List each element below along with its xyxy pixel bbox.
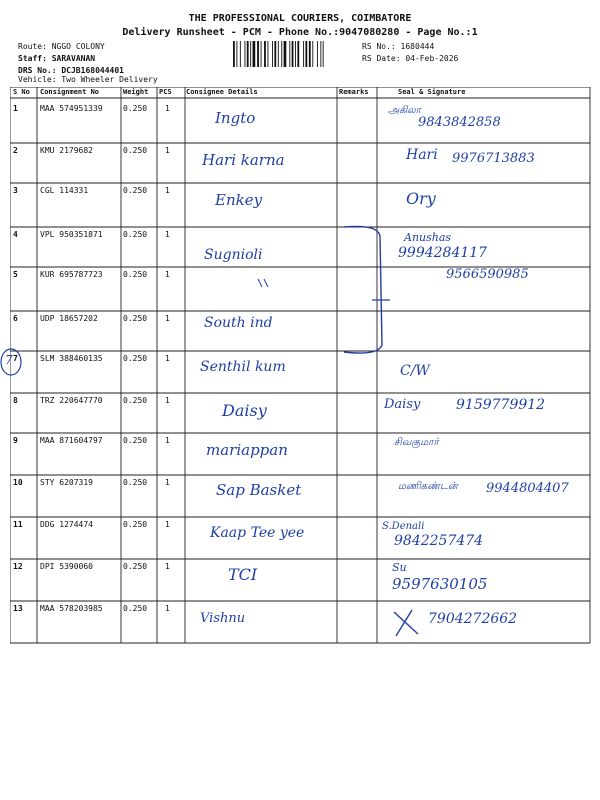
pcs-cell: 1 [165,396,170,405]
consignee-handwriting: Enkey [215,191,263,209]
signer-handwriting: Ory [406,189,436,208]
weight-cell: 0.250 [123,270,148,279]
consignee-handwriting: Daisy [222,401,267,420]
signer-handwriting: அகிலா [388,105,421,116]
consignee-handwriting: mariappan [206,441,288,459]
signer-handwriting: சிவகுமார் [394,437,439,448]
rs-date-value: 04-Feb-2026 [405,54,459,63]
signature-handwriting: 9944804407 [486,481,569,496]
signer-handwriting: Su [392,561,407,574]
consignment-cell: UDP 18657202 [40,314,98,323]
weight-cell: 0.250 [123,354,148,363]
pcs-cell: 1 [165,230,170,239]
pcs-cell: 1 [165,604,170,613]
rs-no-value: 1680444 [400,42,435,51]
consignment-cell: KMU 2179682 [40,146,93,155]
pcs-cell: 1 [165,186,170,195]
staff-label: Staff: [18,54,47,63]
pcs-cell: 1 [165,354,170,363]
consignment-cell: KUR 695787723 [40,270,103,279]
signature-handwriting: 9159779912 [456,397,546,413]
sno-cell: 10 [13,478,23,487]
col-seal: Seal & Signature [398,88,466,96]
consignment-cell: MAA 574951339 [40,104,103,113]
signer-handwriting: Hari [406,147,438,163]
signature-handwriting: 9597630105 [392,575,488,593]
sno-cell: 4 [13,230,18,239]
drs-label: DRS No.: [18,66,57,75]
weight-cell: 0.250 [123,436,148,445]
sno-cell: 11 [13,520,23,529]
sno-cell: 12 [13,562,23,571]
weight-cell: 0.250 [123,186,148,195]
sno-cell: 8 [13,396,18,405]
sno-cell: 2 [13,146,18,155]
col-consignee: Consignee Details [186,88,258,96]
sno-cell: 6 [13,314,18,323]
col-pcs: PCS [159,88,172,96]
signature-handwriting: 9842257474 [394,533,484,549]
consignment-cell: SLM 388460135 [40,354,103,363]
route-value: NGGO COLONY [51,42,105,51]
consignment-cell: CGL 114331 [40,186,89,195]
staff-value: SARAVANAN [51,54,96,63]
signature-handwriting: 9976713883 [452,151,535,166]
pcs-cell: 1 [165,520,170,529]
col-weight: Weight [123,88,149,96]
sno-cell: 13 [13,604,23,613]
pcs-cell: 1 [165,562,170,571]
drs-value: DCJB168044401 [61,66,124,75]
signature-handwriting: 7904272662 [428,611,518,627]
company-title: THE PROFESSIONAL COURIERS, COIMBATORE [188,13,412,24]
signature-handwriting: 9994284117 [398,245,488,261]
weight-cell: 0.250 [123,478,148,487]
consignee-handwriting: Ingto [215,109,256,127]
runsheet-title: Delivery Runsheet - PCM - Phone No.:9047080280 - Page No.:1 [122,27,478,38]
consignee-handwriting: Vishnu [200,611,246,626]
consignment-cell: VPL 950351871 [40,230,103,239]
col-remarks: Remarks [339,88,369,96]
pcs-cell: 1 [165,270,170,279]
ditto-mark [258,279,268,287]
consignee-handwriting: Sugnioli [204,247,263,263]
consignee-handwriting: Hari karna [202,151,285,169]
consignee-handwriting: Kaap Tee yee [210,525,305,541]
sno-cell: 5 [13,270,18,279]
signer-handwriting: Daisy [384,397,421,412]
weight-cell: 0.250 [123,396,148,405]
weight-cell: 0.250 [123,230,148,239]
pcs-cell: 1 [165,146,170,155]
consignment-cell: MAA 871604797 [40,436,103,445]
rs-no-label: RS No.: [362,42,396,51]
consignee-handwriting: TCI [228,565,258,584]
vehicle-label: Vehicle: [18,75,57,84]
rs-date-label: RS Date: [362,54,401,63]
consignment-cell: STY 6207319 [40,478,93,487]
signature-handwriting: 9843842858 [418,115,501,130]
route-label: Route: [18,42,47,51]
consignee-handwriting: Sap Basket [216,481,302,499]
signer-handwriting: Anushas [404,231,452,244]
sno-cell: 9 [13,436,18,445]
sno-cell: 1 [13,104,18,113]
weight-cell: 0.250 [123,562,148,571]
col-consignment: Consignment No [40,88,100,96]
consignment-cell: MAA 578203985 [40,604,103,613]
consignment-cell: TRZ 220647770 [40,396,103,405]
col-sno: S No [13,88,30,96]
weight-cell: 0.250 [123,146,148,155]
signer-handwriting: மணிகண்டன் [398,481,458,492]
pcs-cell: 1 [165,478,170,487]
weight-cell: 0.250 [123,520,148,529]
vehicle-value: Two Wheeler Delivery [61,75,158,84]
pcs-cell: 1 [165,314,170,323]
weight-cell: 0.250 [123,314,148,323]
sno-cell: 7 [13,354,18,363]
pcs-cell: 1 [165,436,170,445]
pcs-cell: 1 [165,104,170,113]
signature-handwriting: C/W [400,363,430,379]
cross-mark [394,610,418,636]
consignment-cell: DPI 5390060 [40,562,93,571]
signature-handwriting: 9566590985 [446,267,529,282]
consignment-cell: DDG 1274474 [40,520,93,529]
bracket-mark [344,226,382,353]
weight-cell: 0.250 [123,604,148,613]
circled-mark-label: 7 [5,353,13,367]
consignee-handwriting: Senthil kum [200,359,286,375]
signer-handwriting: S.Denali [382,521,425,532]
sno-cell: 3 [13,186,18,195]
weight-cell: 0.250 [123,104,148,113]
consignee-handwriting: South ind [204,315,273,331]
